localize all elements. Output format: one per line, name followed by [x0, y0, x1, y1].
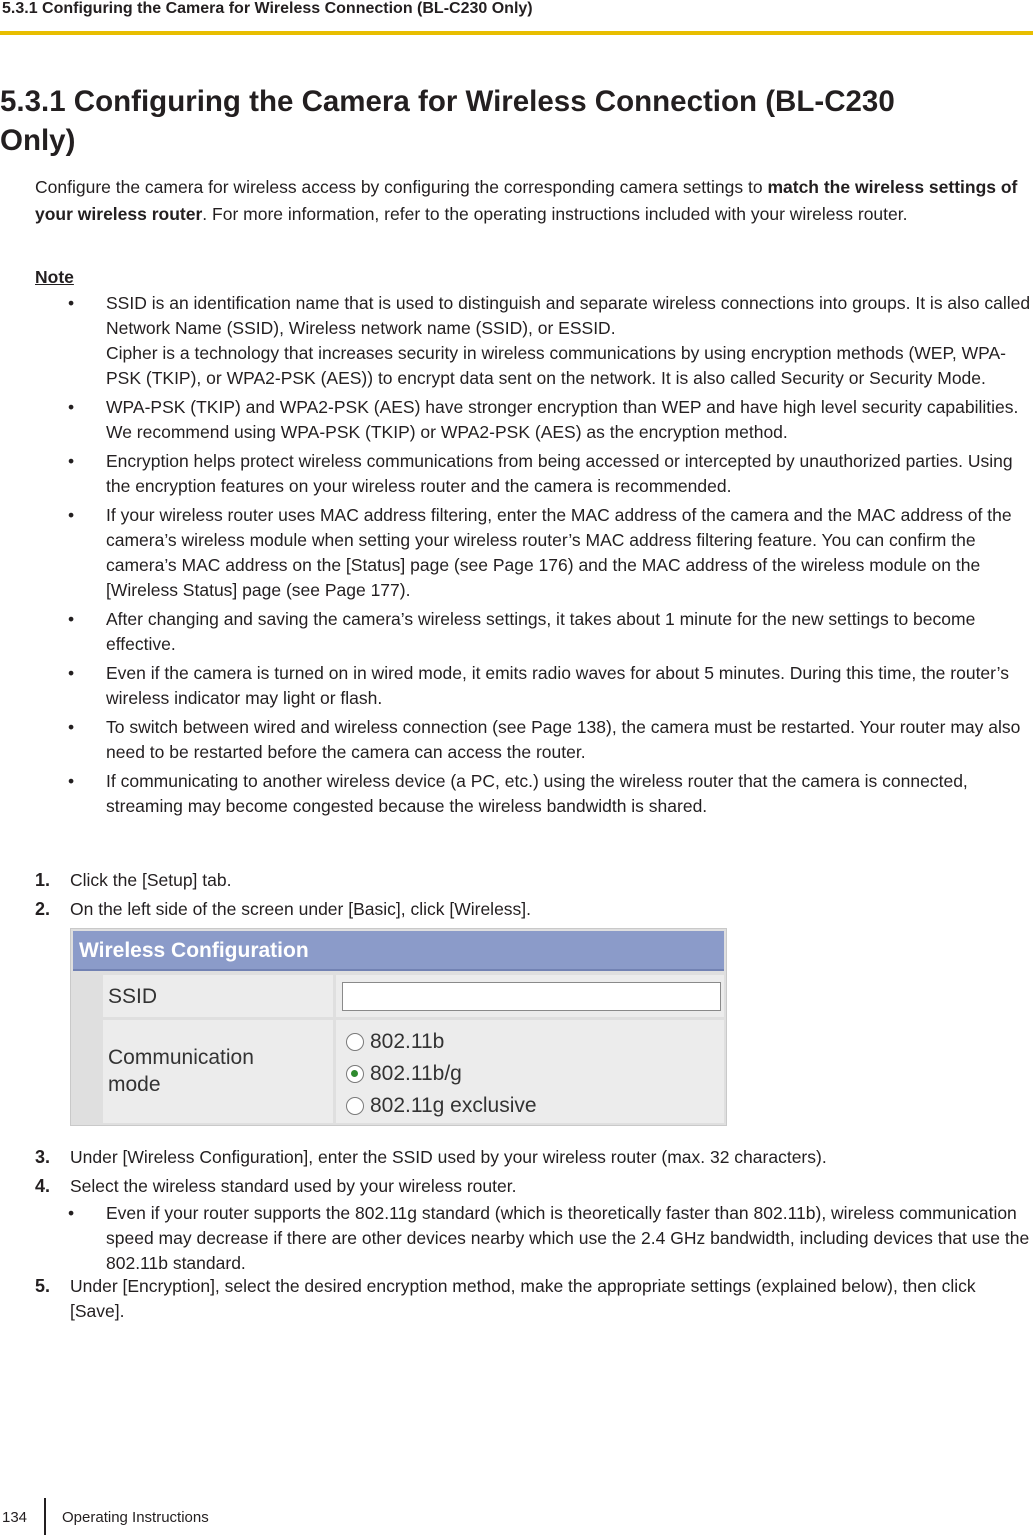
note-text: Even if the camera is turned on in wired mode, it emits radio waves for about 5 minutes. During this time, the router’s wireless indicator may light or flash.: [106, 663, 1009, 708]
note-item: [0, 503, 1033, 603]
note-item: [0, 395, 1033, 445]
radio-label: 802.11g exclusive: [370, 1094, 537, 1117]
header-rule: [0, 31, 1033, 35]
note-list: [0, 291, 1033, 823]
note-text: Even if your router supports the 802.11g standard (which is theoretically faster than 802.11b), wireless communication speed may decrease if there are other devices nearby which use the 2.4 GHz bandwidth, including devices that use the 802.11b standard.: [106, 1203, 1030, 1273]
bullet-icon: •: [68, 397, 75, 417]
step-number: 1.: [35, 870, 51, 890]
intro-text-2: . For more information, refer to the operating instructions included with your wireless router.: [202, 203, 908, 224]
note-label: Note: [35, 267, 74, 287]
step-text: Under [Encryption], select the desired encryption method, make the appropriate settings (explained below), then click [Save].: [70, 1276, 976, 1321]
page-number: 134: [2, 1509, 28, 1526]
bullet-icon: •: [68, 717, 75, 737]
ssid-input[interactable]: [342, 982, 721, 1011]
note-text: To switch between wired and wireless connection (see Page 138), the camera must be restarted. Your router may also need to be restarted before the camera can access the router.: [106, 717, 1021, 762]
note-text: SSID is an identification name that is used to distinguish and separate wireless connections into groups. It is also called Network Name (SSID), Wireless network name (SSID), or ESSID.: [106, 293, 1031, 338]
bullet-icon: •: [68, 609, 75, 629]
note-item: [0, 715, 1033, 765]
step-item: [0, 1174, 1033, 1199]
note-item: [0, 1201, 1033, 1276]
note-item: [0, 449, 1033, 499]
mode-label-cell: [103, 1020, 333, 1123]
radio-label: 802.11b/g: [370, 1062, 462, 1085]
step-number: 2.: [35, 899, 51, 919]
panel-header-title: Wireless Configuration: [79, 939, 309, 962]
radio-option-80211g-exclusive[interactable]: [346, 1092, 537, 1120]
step-text: On the left side of the screen under [Basic], click [Wireless].: [70, 899, 532, 919]
mode-label-line2: mode: [108, 1073, 161, 1096]
note-item: [0, 291, 1033, 391]
mode-label: [108, 1044, 254, 1098]
step-text: Click the [Setup] tab.: [70, 870, 232, 890]
bullet-icon: •: [68, 663, 75, 683]
step-number: 3.: [35, 1147, 51, 1167]
intro-text-1: Configure the camera for wireless access by configuring the corresponding camera settings to: [35, 177, 768, 197]
step-text: Select the wireless standard used by your wireless router.: [70, 1176, 517, 1196]
footer-doc-title: Operating Instructions: [62, 1509, 209, 1526]
radio-label: 802.11b: [370, 1030, 445, 1053]
radio-button-icon[interactable]: [346, 1033, 364, 1051]
step-item: [0, 1145, 1033, 1170]
step-list: [0, 1274, 1033, 1328]
note-text: Cipher is a technology that increases security in wireless communications by using encryption methods (WEP, WPA-PSK (TKIP), or WPA2-PSK (AES)) to encrypt data sent on the network. It is also called Security or Security Mode.: [106, 343, 1007, 388]
mode-label-line1: Communication: [108, 1046, 254, 1069]
panel-header: [73, 931, 724, 971]
step4-note-list: [0, 1201, 1033, 1280]
page-title-line1: 5.3.1 Configuring the Camera for Wireless Connection (BL-C230: [0, 85, 895, 118]
step-list: [0, 868, 1033, 926]
step-list: [0, 1145, 1033, 1203]
step-text: Under [Wireless Configuration], enter the SSID used by your wireless router (max. 32 characters).: [70, 1147, 827, 1167]
step-item: [0, 1274, 1033, 1324]
step-number: 4.: [35, 1176, 51, 1196]
step-number: 5.: [35, 1276, 51, 1296]
note-item: [0, 607, 1033, 657]
intro-paragraph: [35, 174, 1033, 227]
radio-button-selected-icon[interactable]: [346, 1065, 364, 1083]
radio-option-80211bg[interactable]: [346, 1060, 462, 1088]
note-text: Encryption helps protect wireless communications from being accessed or intercepted by unauthorized parties. Using the encryption features on your wireless router and the camera is recommended.: [106, 451, 1013, 496]
intro-text-bold: match the wireless settings of your wireless router: [35, 177, 1018, 224]
ssid-label: SSID: [108, 985, 158, 1008]
bullet-icon: •: [68, 293, 75, 313]
step-item: [0, 868, 1033, 893]
page-title: [0, 82, 1033, 160]
note-text: After changing and saving the camera’s wireless settings, it takes about 1 minute for the new settings to become effective.: [106, 609, 976, 654]
note-text: If communicating to another wireless device (a PC, etc.) using the wireless router that the camera is connected, streaming may become congested because the wireless bandwidth is shared.: [106, 771, 968, 816]
page-title-line2: Only): [0, 124, 76, 157]
ssid-label-cell: [103, 975, 333, 1017]
step-item: [0, 897, 1033, 922]
radio-option-80211b[interactable]: [346, 1028, 444, 1056]
bullet-icon: •: [68, 451, 75, 471]
note-item: [0, 661, 1033, 711]
bullet-icon: •: [68, 505, 75, 525]
note-item: [0, 769, 1033, 819]
running-head: 5.3.1 Configuring the Camera for Wireless Connection (BL-C230 Only): [2, 0, 533, 17]
bullet-icon: •: [68, 771, 75, 791]
wireless-configuration-panel: [70, 928, 727, 1126]
note-text: If your wireless router uses MAC address filtering, enter the MAC address of the camera and the MAC address of the camera’s wireless module when setting your wireless router’s MAC address filtering feature. You can confirm the camera’s MAC address on the [Status] page (see Page 176) and the MAC address of the wireless module on the [Wireless Status] page (see Page 177).: [106, 505, 1012, 600]
bullet-icon: •: [68, 1203, 75, 1223]
radio-button-icon[interactable]: [346, 1097, 364, 1115]
note-text: WPA-PSK (TKIP) and WPA2-PSK (AES) have stronger encryption than WEP and have high level security capabilities. We recommend using WPA-PSK (TKIP) or WPA2-PSK (AES) as the encryption method.: [106, 397, 1019, 442]
footer-rule: [44, 1498, 46, 1535]
